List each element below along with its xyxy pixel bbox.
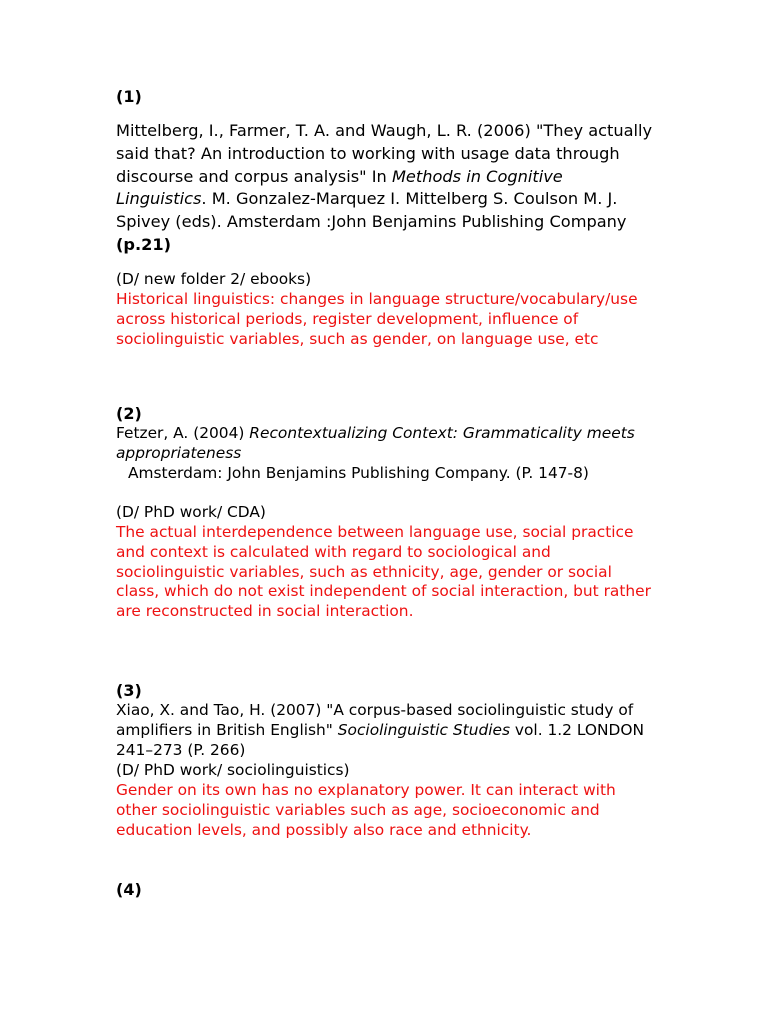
entry-2-citation-rest: Amsterdam: John Benjamins Publishing Company. (P. 147-8) [128,463,589,482]
entry-1-citation-rest: . M. Gonzalez-Marquez I. Mittelberg S. Coulson M. J. Spivey (eds). Amsterdam :John Benjamins Publishing Company [116,189,627,232]
entry-number-1: (1) [116,87,142,106]
entry-2-location: (D/ PhD work/ CDA) [116,503,266,521]
entry-number-2: (2) [116,404,142,423]
entry-2-citation-line [116,424,656,464]
entry-2-note: The actual interdependence between language use, social practice and context is calculated with regard to sociological and sociolinguistic variables, such as ethnicity, age, gender or social class, which do not exist independent of social interaction, but rather are reconstructed in social interaction. [116,523,651,621]
entry-2-citation [116,424,656,483]
entry-3-location: (D/ PhD work/ sociolinguistics) [116,761,350,779]
entry-2-citation-text: Fetzer, A. (2004) [116,424,250,442]
entry-1-page-ref: (p.21) [116,234,172,254]
entry-3-citation-text: Xiao, X. and Tao, H. (2007) "A corpus-based sociolinguistic study of amplifiers in British English" [116,701,634,739]
entry-1-note: Historical linguistics: changes in language structure/vocabulary/use across historical periods, register development, influence of sociolinguistic variables, such as gender, on language use, etc [116,290,638,348]
entry-number-3: (3) [116,681,142,700]
entry-1-location: (D/ new folder 2/ ebooks) [116,270,312,288]
entry-number-4: (4) [116,880,142,899]
entry-1-citation [116,120,656,257]
entry-1-book-title: Methods in Cognitive Linguistics [116,166,563,209]
entry-3-citation [116,701,656,760]
entry-2-book-title: Recontextualizing Context: Grammaticality meets appropriateness [116,424,635,462]
entry-3-journal-title: Sociolinguistic Studies [337,720,510,739]
entry-1-citation-text: Mittelberg, I., Farmer, T. A. and Waugh, L. R. (2006) "They actually said that? An introduction to working with usage data through discourse and corpus analysis" In [116,121,653,186]
entry-3-note: Gender on its own has no explanatory power. It can interact with other sociolinguistic variables such as age, socioeconomic and education levels, and possibly also race and ethnicity. [116,781,616,839]
entry-3-citation-rest: vol. 1.2 LONDON 241–273 (P. 266) [116,720,644,759]
